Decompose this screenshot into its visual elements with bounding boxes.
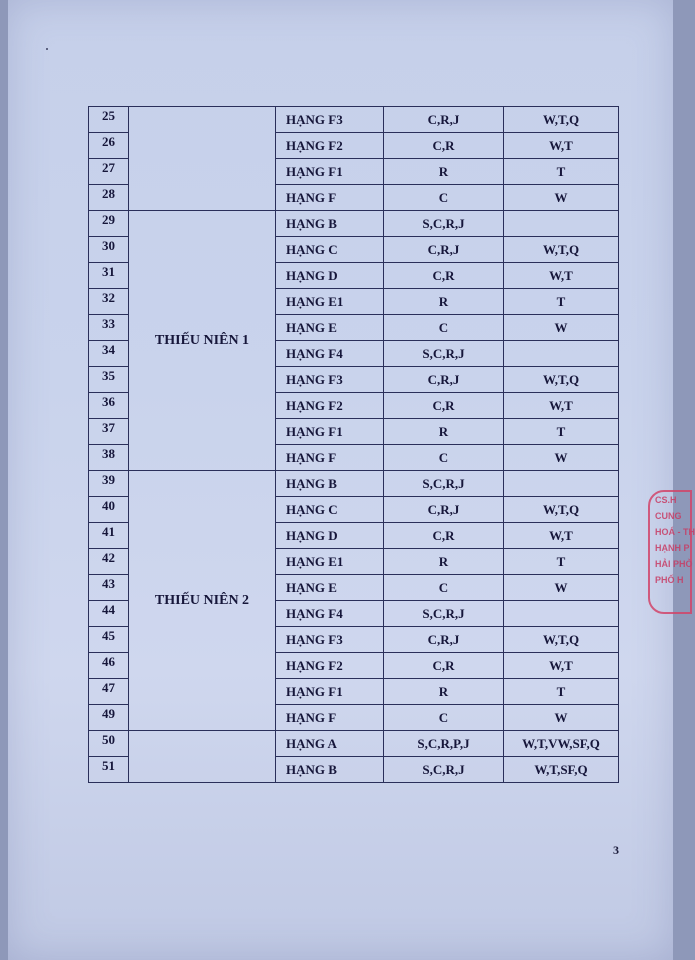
class-cell: HẠNG B [276,757,384,783]
events-b-cell: W [504,185,619,211]
events-b-cell: W,T [504,263,619,289]
events-a-cell: C,R [384,393,504,419]
row-number-cell: 32 [89,289,129,315]
events-b-cell: W,T,VW,SF,Q [504,731,619,757]
events-a-cell: R [384,419,504,445]
row-number-cell: 30 [89,237,129,263]
row-number-cell: 45 [89,627,129,653]
group-cell [129,107,276,211]
class-cell: HẠNG F2 [276,133,384,159]
events-a-cell: C [384,575,504,601]
row-number-cell: 40 [89,497,129,523]
row-number-cell: 36 [89,393,129,419]
events-a-cell: S,C,R,J [384,211,504,237]
row-number-cell: 28 [89,185,129,211]
events-b-cell [504,471,619,497]
table-row [89,211,619,237]
class-cell: HẠNG F3 [276,627,384,653]
events-a-cell: R [384,289,504,315]
events-a-cell: R [384,159,504,185]
class-cell: HẠNG F4 [276,601,384,627]
events-a-cell: S,C,R,J [384,341,504,367]
events-b-cell: W,T,SF,Q [504,757,619,783]
row-number-cell: 43 [89,575,129,601]
row-number-cell: 44 [89,601,129,627]
events-b-cell: T [504,679,619,705]
classification-table [88,106,619,783]
class-cell: HẠNG F2 [276,393,384,419]
events-b-cell: W,T [504,653,619,679]
events-a-cell: C,R [384,263,504,289]
table-body [89,107,619,783]
events-a-cell: C [384,315,504,341]
events-b-cell: W,T,Q [504,237,619,263]
events-b-cell: T [504,289,619,315]
events-b-cell: W,T,Q [504,627,619,653]
group-cell: THIẾU NIÊN 1 [129,211,276,471]
row-number-cell: 29 [89,211,129,237]
class-cell: HẠNG E [276,315,384,341]
class-cell: HẠNG F3 [276,367,384,393]
events-a-cell: S,C,R,J [384,601,504,627]
events-a-cell: C,R [384,523,504,549]
class-cell: HẠNG E1 [276,289,384,315]
class-cell: HẠNG B [276,471,384,497]
row-number-cell: 41 [89,523,129,549]
class-cell: HẠNG F [276,185,384,211]
events-a-cell: C [384,445,504,471]
events-b-cell: T [504,419,619,445]
stamp-line: CS.H [655,495,677,505]
row-number-cell: 46 [89,653,129,679]
class-cell: HẠNG D [276,263,384,289]
page-number: 3 [613,843,619,857]
events-b-cell: W,T,Q [504,497,619,523]
events-a-cell: S,C,R,P,J [384,731,504,757]
events-a-cell: S,C,R,J [384,471,504,497]
events-a-cell: C,R,J [384,237,504,263]
events-a-cell: C,R,J [384,627,504,653]
events-b-cell: W,T [504,133,619,159]
events-a-cell: C,R,J [384,367,504,393]
events-b-cell: W,T,Q [504,107,619,133]
class-cell: HẠNG E1 [276,549,384,575]
events-b-cell [504,211,619,237]
row-number-cell: 50 [89,731,129,757]
events-a-cell: C,R,J [384,497,504,523]
row-number-cell: 51 [89,757,129,783]
events-b-cell: W [504,575,619,601]
stamp-line: HẠNH P [655,543,690,553]
class-cell: HẠNG F [276,445,384,471]
paper-speck [46,48,48,50]
class-cell: HẠNG F [276,705,384,731]
events-b-cell: T [504,549,619,575]
events-b-cell: T [504,159,619,185]
class-cell: HẠNG D [276,523,384,549]
events-b-cell: W [504,705,619,731]
class-cell: HẠNG B [276,211,384,237]
class-cell: HẠNG F1 [276,419,384,445]
events-b-cell [504,601,619,627]
row-number-cell: 49 [89,705,129,731]
events-a-cell: C [384,705,504,731]
class-cell: HẠNG F1 [276,159,384,185]
events-a-cell: C,R,J [384,107,504,133]
events-b-cell: W,T [504,523,619,549]
class-cell: HẠNG F2 [276,653,384,679]
table-row [89,107,619,133]
events-b-cell: W [504,445,619,471]
row-number-cell: 42 [89,549,129,575]
events-b-cell: W [504,315,619,341]
row-number-cell: 37 [89,419,129,445]
class-cell: HẠNG C [276,237,384,263]
events-a-cell: R [384,549,504,575]
events-a-cell: R [384,679,504,705]
red-seal-stamp [648,490,695,614]
table-row [89,471,619,497]
events-a-cell: C,R [384,133,504,159]
class-cell: HẠNG F1 [276,679,384,705]
class-cell: HẠNG C [276,497,384,523]
row-number-cell: 34 [89,341,129,367]
events-b-cell [504,341,619,367]
row-number-cell: 47 [89,679,129,705]
class-cell: HẠNG A [276,731,384,757]
group-cell [129,731,276,783]
stamp-line: HẢI PHÒ [655,559,693,569]
table-row [89,731,619,757]
row-number-cell: 39 [89,471,129,497]
class-cell: HẠNG E [276,575,384,601]
class-cell: HẠNG F4 [276,341,384,367]
events-b-cell: W,T [504,393,619,419]
row-number-cell: 33 [89,315,129,341]
group-cell: THIẾU NIÊN 2 [129,471,276,731]
events-b-cell: W,T,Q [504,367,619,393]
row-number-cell: 25 [89,107,129,133]
events-a-cell: C,R [384,653,504,679]
row-number-cell: 38 [89,445,129,471]
row-number-cell: 35 [89,367,129,393]
stamp-line: PHỐ H [655,575,684,585]
row-number-cell: 26 [89,133,129,159]
class-cell: HẠNG F3 [276,107,384,133]
row-number-cell: 31 [89,263,129,289]
events-a-cell: S,C,R,J [384,757,504,783]
row-number-cell: 27 [89,159,129,185]
stamp-line: HOÁ - TH [655,527,695,537]
stamp-line: CUNG [655,511,682,521]
events-a-cell: C [384,185,504,211]
document-page [8,0,695,960]
